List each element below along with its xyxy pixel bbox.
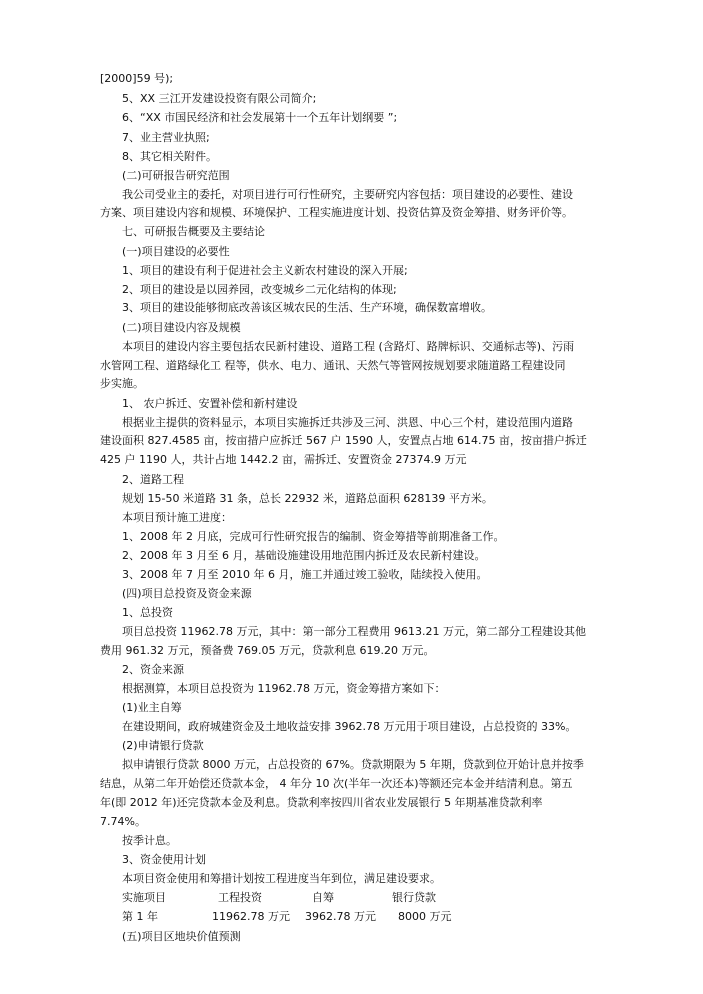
text-line: 7、业主营业执照; bbox=[122, 131, 210, 144]
table-cell: 8000 万元 bbox=[398, 910, 452, 923]
text-line: 1、2008 年 2 月底，完成可行性研究报告的编制、资金筹措等前期准备工作。 bbox=[122, 530, 505, 543]
text-line: 2、项目的建设是以园养园，改变城乡二元化结构的体现; bbox=[122, 283, 397, 296]
text-line: 7.74%。 bbox=[100, 815, 146, 828]
table-header-cell: 实施项目 bbox=[122, 891, 166, 904]
text-line: 3、2008 年 7 月至 2010 年 6 月，施工并通过竣工验收，陆续投入使用。 bbox=[122, 568, 488, 581]
section-heading: (二)项目建设内容及规模 bbox=[122, 321, 241, 334]
text-line: 项目总投资 11962.78 万元，其中：第一部分工程费用 9613.21 万元，第二部分工程建设其他 bbox=[122, 625, 586, 638]
text-line: 水管网工程、道路绿化工 程等，供水、电力、通讯、天然气等管网按规划要求随道路工程建设同 bbox=[100, 359, 566, 372]
text-line: 5、XX 三江开发建设投资有限公司简介; bbox=[122, 92, 317, 105]
text-line: 本项目资金使用和筹措计划按工程进度当年到位，满足建设要求。 bbox=[122, 872, 441, 885]
text-line: 方案、项目建设内容和规模、环境保护、工程实施进度计划、投资估算及资金筹措、财务评价等。 bbox=[100, 206, 573, 219]
text-line: 费用 961.32 万元，预备费 769.05 万元，贷款利息 619.20 万元。 bbox=[100, 644, 435, 657]
section-heading: 1、 农户拆迁、安置补偿和新村建设 bbox=[122, 397, 298, 410]
text-line: 按季计息。 bbox=[122, 834, 177, 847]
text-line: 2、2008 年 3 月至 6 月，基础设施建设用地范围内拆迁及农民新村建设。 bbox=[122, 549, 486, 562]
section-heading: 2、资金来源 bbox=[122, 663, 184, 676]
section-heading: (四)项目总投资及资金来源 bbox=[122, 587, 252, 600]
table-header-cell: 工程投资 bbox=[218, 891, 262, 904]
table-cell: 3962.78 万元 bbox=[305, 910, 376, 923]
text-line: 根据测算，本项目总投资为 11962.78 万元，资金筹措方案如下： bbox=[122, 682, 446, 695]
section-heading: (五)项目区地块价值预测 bbox=[122, 930, 241, 943]
text-line: 我公司受业主的委托，对项目进行可行性研究，主要研究内容包括：项目建设的必要性、建设 bbox=[122, 188, 573, 201]
text-line: 拟申请银行贷款 8000 万元，占总投资的 67%。贷款期限为 5 年期，贷款到位开始计息并按季 bbox=[122, 758, 584, 771]
section-heading: 3、资金使用计划 bbox=[122, 853, 206, 866]
text-line: 建设面积 827.4585 亩，按亩措户应拆迁 567 户 1590 人，安置点占地 614.75 亩，按亩措户拆迁 bbox=[100, 434, 587, 447]
text-line: 年(即 2012 年)还完贷款本金及利息。贷款利率按四川省农业发展银行 5 年期基准贷款利率 bbox=[100, 796, 543, 809]
section-heading: (1)业主自筹 bbox=[122, 701, 182, 714]
text-line: 步实施。 bbox=[100, 377, 144, 390]
text-line: 3、项目的建设能够彻底改善该区城农民的生活、生产环境，确保数富增收。 bbox=[122, 301, 492, 314]
table-header-cell: 自筹 bbox=[312, 891, 334, 904]
text-line: 8、其它相关附件。 bbox=[122, 150, 217, 163]
text-line: 在建设期间，政府城建资金及土地收益安排 3962.78 万元用于项目建设，占总投资的 33%。 bbox=[122, 720, 577, 733]
text-line: 425 户 1190 人，共计占地 1442.2 亩，需拆迁、安置资金 27374.9 万元 bbox=[100, 453, 467, 466]
section-heading: 2、道路工程 bbox=[122, 473, 184, 486]
table-cell: 第 1 年 bbox=[122, 910, 158, 923]
table-header-cell: 银行贷款 bbox=[392, 891, 436, 904]
text-line: 结息，从第二年开始偿还贷款本金， 4 年分 10 次(半年一次还本)等额还完本金并结清利息。第五 bbox=[100, 777, 573, 790]
text-line: 6、“XX 市国民经济和社会发展第十一个五年计划纲要 ”; bbox=[122, 111, 398, 124]
section-heading: 1、总投资 bbox=[122, 606, 173, 619]
text-line: 本项目预计施工进度： bbox=[122, 511, 232, 524]
section-heading: (一)项目建设的必要性 bbox=[122, 245, 230, 258]
table-cell: 11962.78 万元 bbox=[212, 910, 290, 923]
text-line: 本项目的建设内容主要包括农民新村建设、道路工程 (含路灯、路牌标识、交通标志等)、污雨 bbox=[122, 340, 575, 353]
text-line: 根据业主提供的资料显示，本项目实施拆迁共涉及三河、洪恩、中心三个村，建设范围内道路 bbox=[122, 416, 573, 429]
section-heading: 七、可研报告概要及主要结论 bbox=[122, 225, 265, 238]
section-heading: (二)可研报告研究范围 bbox=[122, 169, 230, 182]
text-line: [2000]59 号); bbox=[100, 72, 174, 85]
text-line: 规划 15-50 米道路 31 条，总长 22932 米，道路总面积 628139 平方米。 bbox=[122, 492, 493, 505]
text-line: 1、项目的建设有利于促进社会主义新农村建设的深入开展; bbox=[122, 264, 408, 277]
section-heading: (2)申请银行贷款 bbox=[122, 739, 204, 752]
